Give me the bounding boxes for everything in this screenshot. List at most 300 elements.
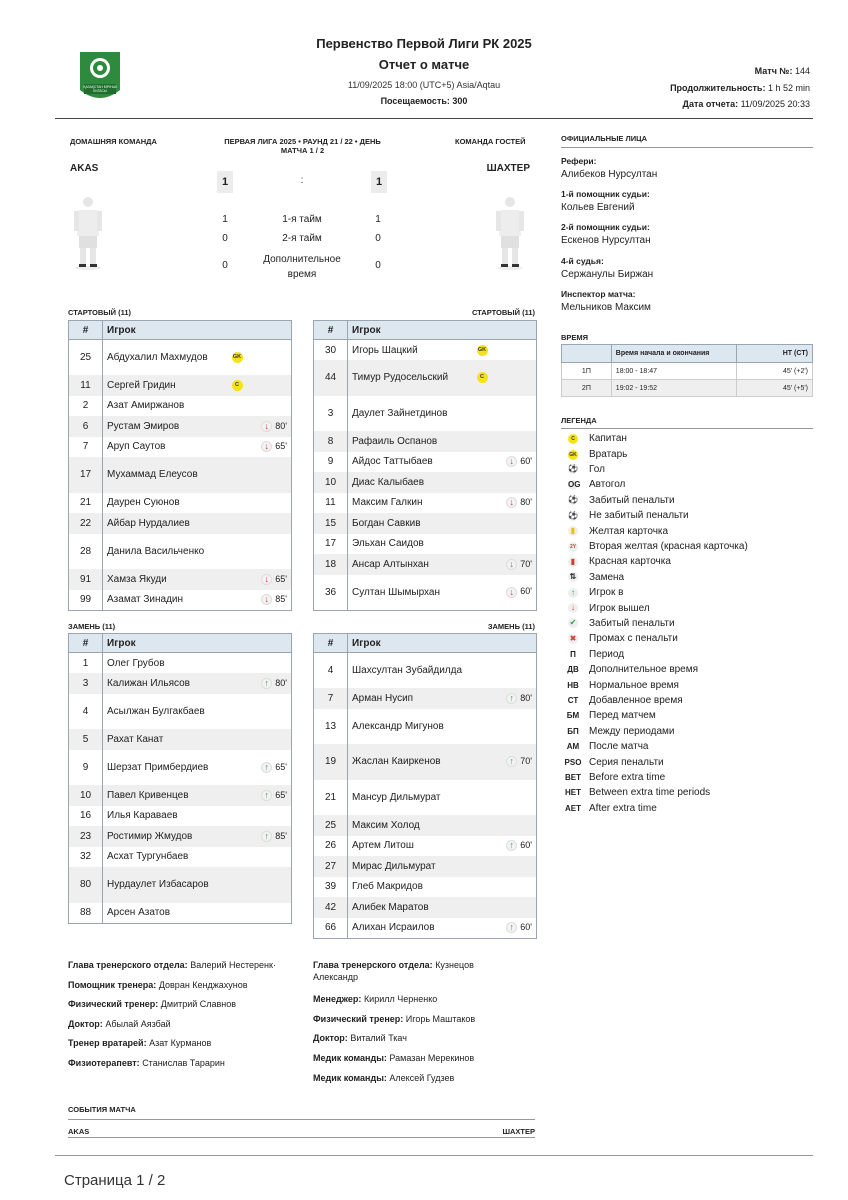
table-row — [314, 396, 537, 432]
attendance-label: Посещаемость: — [380, 96, 450, 106]
player-cell — [103, 590, 228, 611]
player-name: Глеб Макридов — [352, 881, 423, 893]
time-caption: ВРЕМЯ — [561, 333, 589, 342]
legend-text: Капитан — [589, 433, 627, 445]
player-event-cell — [473, 340, 537, 361]
staff-entry — [313, 1013, 503, 1025]
staff-role: Помощник тренера: — [68, 980, 157, 990]
player-event-cell — [228, 785, 292, 806]
table-row — [69, 806, 292, 827]
player-event-cell — [473, 554, 537, 575]
legend-text: Автогол — [589, 479, 626, 491]
player-event-cell — [228, 694, 292, 730]
player-name: Жаслан Каиркенов — [352, 756, 441, 768]
player-name: Ансар Алтынхан — [352, 558, 429, 570]
event-minute: 65' — [275, 441, 288, 452]
away-team-name: ШАХТЕР — [486, 163, 530, 174]
player-event-cell — [228, 375, 292, 396]
events-home-team: AKAS — [68, 1127, 90, 1136]
player-name: Олег Грубов — [107, 657, 165, 669]
table-row — [69, 513, 292, 534]
player-cell — [348, 396, 473, 432]
legend-item — [561, 754, 664, 769]
player-cell — [348, 877, 473, 898]
home-score: 1 — [217, 171, 233, 193]
period-et-home: 0 — [222, 260, 228, 271]
table-row — [69, 653, 292, 674]
legend-text: Серия пенальти — [589, 756, 664, 768]
legend-item — [561, 477, 625, 492]
table-row — [314, 856, 537, 877]
player-number: 3 — [69, 673, 103, 694]
player-cell — [348, 472, 473, 493]
legend-item — [561, 570, 624, 585]
before-extra-time-glyph: BET — [565, 772, 581, 782]
official-role: Инспектор матча: — [561, 289, 636, 299]
staff-entry — [68, 959, 290, 971]
player-cell — [103, 534, 228, 570]
home-subs-caption: ЗАМЕНЬ (11) — [68, 622, 116, 631]
table-row — [69, 340, 292, 376]
player-name: Асылжан Булгакбаев — [107, 705, 205, 717]
penalty-shootout-icon — [561, 758, 585, 767]
player-number: 19 — [314, 744, 348, 780]
player-number: 4 — [69, 694, 103, 730]
legend-text: Перед матчем — [589, 710, 656, 722]
after-extra-time-icon — [561, 804, 585, 813]
player-number: 25 — [314, 815, 348, 836]
staff-role: Физический тренер: — [313, 1014, 404, 1024]
player-cell — [103, 867, 228, 903]
player-out-icon: ↓ — [506, 497, 517, 508]
table-row — [69, 396, 292, 417]
event-minute: 80' — [275, 677, 288, 688]
legend-text: Вторая желтая (красная карточка) — [589, 540, 748, 552]
staff-role: Доктор: — [68, 1019, 103, 1029]
player-event-cell — [473, 575, 537, 611]
officials-divider — [561, 147, 813, 148]
player-event-cell — [473, 653, 537, 689]
table-row — [69, 534, 292, 570]
player-number: 36 — [314, 575, 348, 611]
after-match-icon — [561, 742, 585, 751]
match-meta — [670, 63, 810, 113]
player-number: 8 — [314, 431, 348, 452]
after-extra-time-glyph: AET — [565, 803, 581, 813]
legend-text: After extra time — [589, 802, 657, 814]
player-name: Игорь Шацкий — [352, 344, 418, 356]
player-number: 11 — [314, 493, 348, 514]
staff-name: Дмитрий Славнов — [160, 999, 237, 1009]
away-kit-figure — [495, 196, 525, 266]
table-row — [314, 513, 537, 534]
player-number: 7 — [314, 688, 348, 709]
score-separator: : — [300, 175, 304, 186]
player-number: 42 — [314, 897, 348, 918]
table-row — [314, 554, 537, 575]
legend-text: Желтая карточка — [589, 525, 669, 537]
staff-name: Игорь Маштаков — [405, 1014, 476, 1024]
player-name: Рустам Эмиров — [107, 420, 180, 432]
table-row — [69, 673, 292, 694]
player-event-cell — [228, 729, 292, 750]
player-number: 6 — [69, 416, 103, 437]
table-row — [314, 472, 537, 493]
staff-name: Довран Кенджахунов — [158, 980, 248, 990]
table-row — [314, 340, 537, 361]
col-player: Игрок — [103, 634, 292, 653]
event-minute: 65' — [275, 789, 288, 800]
player-event-cell — [228, 416, 292, 437]
legend-item — [561, 693, 683, 708]
player-number: 10 — [314, 472, 348, 493]
legend-item — [561, 770, 665, 785]
player-name: Данила Васильченко — [107, 545, 205, 557]
legend-text: Период — [589, 648, 625, 660]
player-out-icon: ↓ — [261, 421, 272, 432]
staff-entry — [313, 1052, 503, 1064]
player-event-cell — [228, 493, 292, 514]
captain-badge-icon: C — [232, 380, 243, 391]
legend-item — [561, 523, 668, 538]
player-in-icon: ↑ — [506, 840, 517, 851]
before-match-icon — [561, 711, 585, 720]
player-name: Павел Кривенцев — [107, 789, 189, 801]
staff-entry — [313, 1072, 503, 1084]
goal-icon — [561, 464, 585, 474]
period-2-home: 0 — [222, 233, 228, 244]
player-event-cell — [228, 673, 292, 694]
player-number: 17 — [314, 534, 348, 555]
legend-text: Добавленное время — [589, 694, 683, 706]
legend-item — [561, 724, 675, 739]
player-number: 17 — [69, 457, 103, 493]
player-number: 9 — [314, 452, 348, 473]
player-number: 7 — [69, 437, 103, 458]
player-event-cell — [228, 534, 292, 570]
officials-caption: ОФИЦИАЛЬНЫЕ ЛИЦА — [561, 134, 648, 143]
event-minute: 65' — [275, 573, 288, 584]
staff-entry — [313, 959, 503, 983]
player-number: 10 — [69, 785, 103, 806]
col-player: Игрок — [348, 321, 537, 340]
player-cell — [348, 897, 473, 918]
penalty-scored-icon — [561, 495, 585, 505]
staff-role: Тренер вратарей: — [68, 1038, 147, 1048]
red-card-glyph: ▮ — [568, 557, 578, 567]
legend-text: Красная карточка — [589, 556, 671, 568]
table-row — [69, 729, 292, 750]
player-event-cell — [473, 780, 537, 816]
time-cell: 19:02 - 19:52 — [611, 380, 737, 397]
period-1-away: 1 — [375, 214, 381, 225]
staff-role: Физический тренер: — [68, 999, 159, 1009]
player-out-icon: ↓ — [506, 587, 517, 598]
staff-name: Станислав Тарарин — [142, 1058, 225, 1068]
penalty-scored-check-icon — [561, 618, 585, 628]
event-minute: 85' — [275, 593, 288, 604]
player-cell — [348, 780, 473, 816]
table-row — [69, 590, 292, 611]
legend-item — [561, 631, 678, 646]
event-minute: 60' — [520, 586, 533, 597]
staff-entry — [313, 1032, 503, 1044]
player-out-icon: ↓ — [506, 456, 517, 467]
player-event-cell — [473, 452, 537, 473]
player-cell — [103, 437, 228, 458]
col-period — [562, 345, 612, 363]
report-subtitle: Отчет о матче — [378, 57, 470, 72]
official-role: 4-й судья: — [561, 256, 604, 266]
player-cell — [348, 431, 473, 452]
table-header — [314, 321, 537, 340]
legend-item — [561, 431, 627, 446]
table-row — [314, 493, 537, 514]
player-name: Аруп Саутов — [107, 441, 166, 453]
legend-item — [561, 801, 657, 816]
table-row — [69, 437, 292, 458]
legend-item — [561, 493, 675, 508]
event-minute: 60' — [520, 840, 533, 851]
table-row — [69, 847, 292, 868]
after-match-glyph: АМ — [566, 742, 580, 752]
player-number: 27 — [314, 856, 348, 877]
player-event-cell — [228, 750, 292, 786]
attendance-value: 300 — [452, 96, 468, 106]
second-yellow-icon — [561, 541, 585, 552]
player-number: 13 — [314, 709, 348, 745]
official-role: Рефери: — [561, 156, 597, 166]
legend-divider — [561, 428, 813, 429]
staff-name: Абылай Аязбай — [105, 1019, 171, 1029]
period-cell: 2П — [562, 380, 612, 397]
table-row — [314, 452, 537, 473]
home-starting-table — [68, 320, 292, 611]
player-name: Султан Шымырхан — [352, 586, 441, 598]
player-event-cell — [473, 815, 537, 836]
home-team-caption: ДОМАШНЯЯ КОМАНДА — [70, 137, 157, 146]
player-in-glyph: ↑ — [568, 588, 578, 598]
legend-item — [561, 662, 698, 677]
player-cell — [103, 340, 228, 376]
player-out-icon — [561, 603, 585, 613]
legend-text: Не забитый пенальти — [589, 510, 689, 522]
player-name: Алибек Маратов — [352, 901, 429, 913]
legend-text: Between extra time periods — [589, 787, 711, 799]
official-name: Ескенов Нурсултан — [561, 235, 651, 246]
legend-item — [561, 446, 627, 461]
table-row — [314, 897, 537, 918]
table-row — [314, 709, 537, 745]
player-name: Шерзат Примбердиев — [107, 761, 209, 773]
player-out-icon: ↓ — [261, 594, 272, 605]
away-subs-table — [313, 633, 537, 939]
player-number: 80 — [69, 867, 103, 903]
player-out-icon: ↓ — [261, 441, 272, 452]
before-match-glyph: БМ — [566, 711, 580, 721]
staff-name: Рамазан Мерекинов — [389, 1053, 475, 1063]
player-cell — [103, 903, 228, 924]
goalkeeper-glyph: GK — [569, 451, 577, 458]
player-name: Хамза Якуди — [107, 573, 167, 585]
player-event-cell — [473, 918, 537, 939]
home-team-name: AKAS — [70, 163, 99, 174]
player-cell — [103, 785, 228, 806]
ht-cell: 45' (+2') — [737, 363, 813, 380]
legend-text: Забитый пенальти — [589, 617, 675, 629]
player-event-cell — [473, 897, 537, 918]
staff-name: Валерий Нестеренк· — [190, 960, 276, 970]
player-name: Мирас Дильмурат — [352, 860, 436, 872]
duration-label: Продолжительность: — [670, 82, 766, 93]
table-row — [314, 744, 537, 780]
added-time-glyph: СТ — [567, 695, 579, 705]
player-event-cell — [473, 396, 537, 432]
player-number: 5 — [69, 729, 103, 750]
player-number: 16 — [69, 806, 103, 827]
player-name: Артем Литош — [352, 840, 414, 852]
player-name: Даулет Зайнетдинов — [352, 407, 448, 419]
col-time: Время начала и окончания — [611, 345, 737, 363]
penalty-shootout-glyph: PSO — [564, 757, 582, 767]
time-cell: 18:00 - 18:47 — [611, 363, 737, 380]
player-name: Калижан Ильясов — [107, 677, 190, 689]
legend-item — [561, 677, 679, 692]
period-icon — [561, 650, 585, 659]
player-cell — [103, 673, 228, 694]
period-cell: 1П — [562, 363, 612, 380]
staff-entry — [313, 993, 503, 1005]
player-name: Тимур Рудосельский — [352, 372, 449, 384]
duration: 1 h 52 min — [767, 82, 810, 93]
goalkeeper-badge-icon: GK — [232, 352, 243, 363]
player-in-icon: ↑ — [261, 678, 272, 689]
player-cell — [348, 815, 473, 836]
extra-time-icon — [561, 665, 585, 674]
player-cell — [103, 569, 228, 590]
event-minute: 70' — [520, 756, 533, 767]
official-role: 2-й помощник судьи: — [561, 222, 650, 232]
staff-entry — [68, 1057, 290, 1069]
legend-item — [561, 554, 671, 569]
player-cell — [348, 709, 473, 745]
player-name: Мухаммад Елеусов — [107, 469, 198, 481]
table-row — [69, 569, 292, 590]
player-event-cell — [228, 457, 292, 493]
events-away-team: ШАХТЕР — [502, 1127, 535, 1136]
player-name: Шахсултан Зубайдилда — [352, 665, 463, 676]
player-out-icon: ↓ — [261, 574, 272, 585]
legend-item — [561, 785, 710, 800]
player-event-cell — [228, 653, 292, 674]
event-minute: 85' — [275, 830, 288, 841]
staff-role: Доктор: — [313, 1033, 348, 1043]
col-player: Игрок — [103, 321, 292, 340]
match-datetime: 11/09/2025 18:00 (UTC+5) Asia/Aqtau — [347, 80, 501, 90]
official-name: Мельников Максим — [561, 302, 651, 313]
player-in-icon: ↑ — [261, 790, 272, 801]
legend-item — [561, 616, 675, 631]
penalty-miss-cross-icon — [561, 634, 585, 644]
captain-badge-icon: C — [477, 372, 488, 383]
legend-item — [561, 585, 623, 600]
away-starting-caption: СТАРТОВЫЙ (11) — [471, 308, 535, 317]
away-score: 1 — [371, 171, 387, 193]
col-num: # — [314, 634, 348, 653]
player-name: Азат Амиржанов — [107, 400, 185, 412]
table-row — [69, 694, 292, 730]
between-extra-periods-icon — [561, 788, 585, 797]
legend-text: Дополнительное время — [589, 664, 699, 676]
player-cell — [103, 457, 228, 493]
substitution-icon — [561, 572, 585, 582]
ht-cell: 45' (+5') — [737, 380, 813, 397]
player-number: 9 — [69, 750, 103, 786]
player-event-cell — [228, 396, 292, 417]
player-cell — [348, 493, 473, 514]
official-name: Кольев Евгений — [561, 202, 635, 213]
period-1-label: 1-я тайм — [282, 214, 322, 225]
table-row — [314, 780, 537, 816]
round-caption: ПЕРВАЯ ЛИГА 2025 • РАУНД 21 / 22 • ДЕНЬ МАТЧА 1 / 2 — [224, 137, 381, 155]
player-event-cell — [228, 513, 292, 534]
official-role: 1-й помощник судьи: — [561, 189, 650, 199]
legend-item — [561, 647, 624, 662]
home-subs-table — [68, 633, 292, 924]
table-row — [69, 493, 292, 514]
player-name: Максим Галкин — [352, 497, 423, 509]
col-player: Игрок — [348, 634, 537, 653]
legend-text: Игрок вышел — [589, 602, 650, 614]
col-num: # — [69, 321, 103, 340]
table-row — [69, 375, 292, 396]
table-row — [314, 815, 537, 836]
between-periods-glyph: БП — [567, 726, 579, 736]
table-row — [69, 867, 292, 903]
player-number: 1 — [69, 653, 103, 674]
player-cell — [348, 554, 473, 575]
legend-text: Вратарь — [589, 448, 628, 460]
player-event-cell — [473, 836, 537, 857]
player-in-icon: ↑ — [506, 693, 517, 704]
staff-entry — [68, 979, 290, 991]
legend-item — [561, 508, 689, 523]
table-header — [69, 321, 292, 340]
player-number: 44 — [314, 360, 348, 396]
events-divider — [68, 1137, 535, 1138]
period-et-away: 0 — [375, 260, 381, 271]
player-event-cell — [473, 472, 537, 493]
player-number: 30 — [314, 340, 348, 361]
player-cell — [103, 416, 228, 437]
player-event-cell — [228, 569, 292, 590]
event-minute: 60' — [520, 456, 533, 467]
goal-glyph: ⚽ — [568, 464, 578, 474]
player-cell — [348, 918, 473, 939]
legend-text: Гол — [589, 463, 605, 475]
player-number: 3 — [314, 396, 348, 432]
player-number: 21 — [314, 780, 348, 816]
player-name: Даурен Суюнов — [107, 497, 180, 509]
player-event-cell — [473, 688, 537, 709]
player-cell — [103, 653, 228, 674]
away-subs-caption: ЗАМЕНЬ (11) — [487, 622, 535, 631]
player-in-icon: ↑ — [261, 762, 272, 773]
player-number: 18 — [314, 554, 348, 575]
legend-text: Между периодами — [589, 725, 675, 737]
table-row — [69, 750, 292, 786]
between-extra-periods-glyph: HET — [565, 788, 581, 798]
